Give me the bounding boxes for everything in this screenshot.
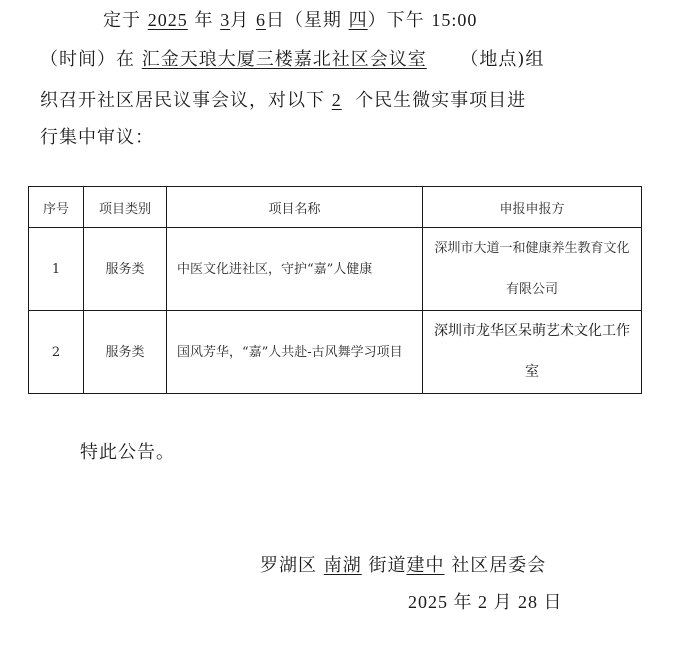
notice-line-3 bbox=[40, 88, 526, 113]
project-table bbox=[28, 186, 642, 394]
table-row bbox=[29, 311, 642, 394]
line4-text: 行集中审议： bbox=[40, 127, 154, 148]
line3-start: 织召开社区居民议事会议，对以下 bbox=[40, 90, 325, 111]
line3-end: 个民生微实事项目进 bbox=[355, 90, 527, 111]
header-no: 序号 bbox=[29, 187, 84, 228]
closing-statement: 特此公告。 bbox=[80, 442, 175, 463]
table-row bbox=[29, 228, 642, 311]
row-category: 服务类 bbox=[84, 311, 167, 394]
row-applicant: 深圳市大道一和健康养生教育文化有限公司 bbox=[423, 228, 642, 311]
month-unit: 月 bbox=[230, 10, 250, 31]
weekday-close: ）下午 bbox=[367, 10, 425, 31]
header-category: 项目类别 bbox=[84, 187, 167, 228]
project-count: 2 bbox=[331, 90, 342, 110]
row-project-name: 中医文化进社区，守护“嘉”人健康 bbox=[167, 228, 423, 311]
signature-district: 罗湖区 bbox=[260, 555, 317, 576]
row-project-name: 国风芳华，“嘉”人共赴-古风舞学习项目 bbox=[167, 311, 423, 394]
header-applicant: 申报申报方 bbox=[423, 187, 642, 228]
header-name: 项目名称 bbox=[167, 187, 423, 228]
notice-line-1 bbox=[103, 8, 477, 33]
signature-line bbox=[260, 551, 546, 577]
time-label: （时间）在 bbox=[40, 49, 135, 70]
place-label: （地点)组 bbox=[460, 49, 545, 70]
signature-committee-label: 社区居委会 bbox=[451, 555, 547, 576]
notice-line-4 bbox=[40, 126, 154, 150]
weekday-value: 四 bbox=[348, 10, 368, 31]
row-category: 服务类 bbox=[84, 228, 167, 311]
time-value: 15:00 bbox=[431, 10, 478, 30]
signature-street: 南湖 bbox=[323, 555, 362, 576]
day-value: 6 bbox=[255, 10, 266, 30]
table-header-row bbox=[29, 187, 642, 228]
day-unit: 日（星期 bbox=[265, 10, 342, 31]
announcement-date: 2025 年 2 月 28 日 bbox=[408, 592, 563, 612]
row-no: 1 bbox=[29, 228, 84, 311]
place-value: 汇金天琅大厦三楼嘉北社区会议室 bbox=[141, 49, 427, 70]
signature-street-label: 街道 bbox=[368, 555, 407, 576]
row-applicant: 深圳市龙华区呆萌艺术文化工作室 bbox=[423, 311, 642, 394]
row-no: 2 bbox=[29, 311, 84, 394]
notice-line-2 bbox=[40, 48, 544, 72]
month-value: 3 bbox=[220, 10, 231, 30]
signature-community: 建中 bbox=[406, 555, 445, 576]
date-prefix: 定于 bbox=[103, 10, 141, 31]
year-unit: 年 bbox=[194, 10, 214, 31]
year-value: 2025 bbox=[147, 10, 188, 30]
